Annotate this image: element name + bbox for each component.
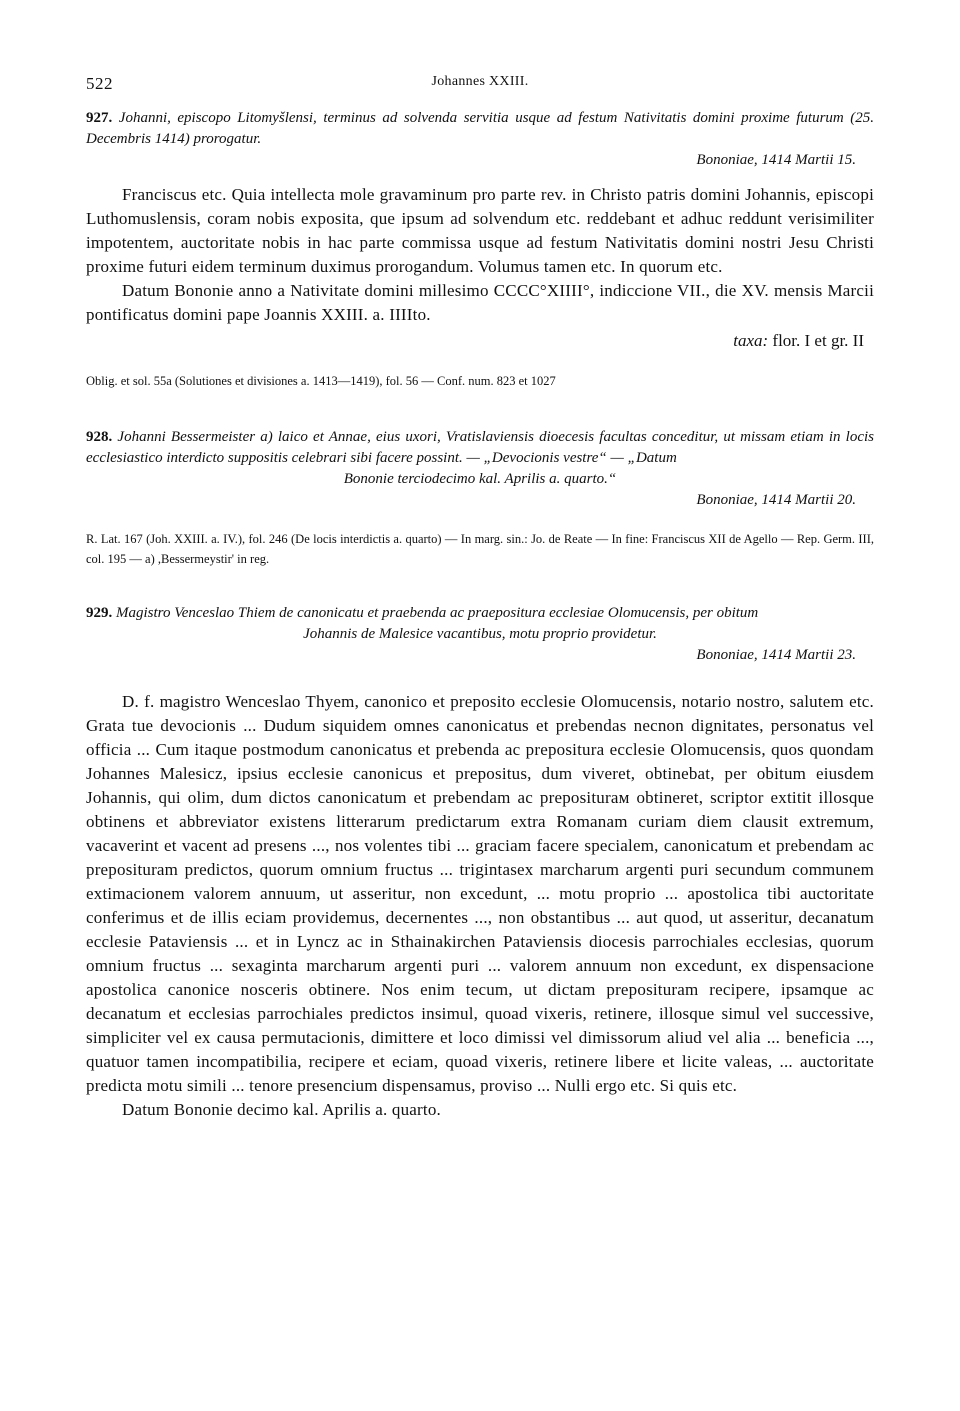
entry-date: Bononiae, 1414 Martii 23. [696,647,856,663]
source-note: Oblig. et sol. 55a (Solutiones et divisiones a. 1413—1419), fol. 56 — Conf. num. 823 et 1027 [86,374,556,388]
regest [86,108,874,150]
source-note: R. Lat. 167 (Joh. XXIII. a. IV.), fol. 246 (De locis interdictis a. quarto) — In marg. sin.: Jo. de Reate — In fine: Franciscus XII de Agello — Rep. Germ. III, col. 195 — a) ,Bessermeystir' in reg. [86,532,874,566]
taxa-value: flor. I et gr. II [772,331,864,350]
entry-text [86,690,874,1122]
entry-927 [86,108,874,391]
regest-text: Magistro Venceslao Thiem de canonicatu et praebenda ac praepositura ecclesiae Olomucensis, per obitum [116,605,759,621]
entry-number: 928. [86,429,113,445]
running-head: Johannes XXIII. [431,74,529,89]
entry-929 [86,603,874,1122]
paragraph: Datum Bononie decimo kal. Aprilis a. quarto. [122,1100,441,1119]
regest [86,603,874,645]
taxa-line [86,329,874,353]
entry-928 [86,427,874,569]
document-page [86,74,874,1122]
regest-text: Johanni, episcopo Litomyšlensi, terminus ad solvenda servitia usque ad festum Nativitatis domini proxime futurum (25. Decembris 1414) prorogatur. [86,110,874,147]
paragraph: Franciscus etc. Quia intellecta mole gravaminum pro parte rev. in Christo patris domini Johannis, episcopi Luthomuslensis, coram nobis exposita, que ipsum ad solvendum etc. reddebant et adhuc reddunt verisimiliter impotentem, auctoritate nobis in hac parte commissa usque ad festum Nativitatis domini nostri Jesu Christi proxime futuri eidem terminum duximus prorogandum. Volumus tamen etc. In quorum etc. [86,185,874,276]
entry-number: 927. [86,110,113,126]
page-number: 522 [86,74,113,93]
paragraph: Datum Bononie anno a Nativitate domini millesimo CCCC°XIIII°, indiccione VII., die XV. mensis Marcii pontificatus domini pape Joannis XXIII. a. IIIIto. [86,281,874,324]
regest-text-centered: Bononie terciodecimo kal. Aprilis a. quarto.“ [343,471,617,487]
taxa-label: taxa: [733,331,769,350]
entry-date: Bononiae, 1414 Martii 15. [696,152,856,168]
regest-text-centered: Johannis de Malesice vacantibus, motu proprio providetur. [303,626,657,642]
entry-text [86,183,874,327]
entry-date: Bononiae, 1414 Martii 20. [696,492,856,508]
entry-number: 929. [86,605,113,621]
regest [86,427,874,490]
page-header [86,74,874,100]
paragraph: D. f. magistro Wenceslao Thyem, canonico et preposito ecclesie Olomucensis, notario nostro, salutem etc. Grata tue devocionis ... Dudum siquidem omnes canonicatus et prebendas necnon dignitates, personatus vel officia ... Cum itaque postmodum canonicatus et prebenda ac prepositura ecclesie Olomucensis, quos quondam Johannes Malesicz, ipsius ecclesie canonicus et prepositus, dum viveret, obtinebat, per obitum eiusdem Johannis, qui olim, dum dictos canonicatum et prebendam ac prepositurам obtineret, scriptor extitit illosque obtinens et abbreviator existens litterarum predictarum extra Romanam curiam diem clausit extremum, vacaverint et vacent ad presens ..., nos volentes tibi ... graciam facere specialem, canonicatum et prebendam ac preposituram predictos, quorum omnium fructus ... trigintasex marcharum argenti puri secundum communem extimacionem valorem annuum, ut asseritur, non excedunt, ... motu proprio ... apostolica tibi auctoritate conferimus et de illis eciam providemus, decernentes ..., non obstantibus ... aut quod, ut asseritur, decanatum ecclesie Pataviensis ... et in Lyncz ac in Sthainakirchen Pataviensis diocesis parrochiales ecclesias, quorum omnium fructus ... sexaginta marcharum argenti puri ... valorem annuum non excedunt, ex dispensacione apostolica canonice nosceris obtinere. Nos enim tecum, ut dictam preposituram recipere, ipsamque ac decanatum et ecclesias parrochiales predictos insimul, quoad vixeris, retinere, illosque simul vel successive, simpliciter vel ex causa permutacionis, dimittere et loco dimissi vel dimissorum aliud vel alia ... beneficia ..., quatuor tamen incompatibilia, recipere et eciam, quoad vixeris, retinere libere et licite valeas, ... auctoritate predicta motu simili ... tenore presencium dispensamus, proviso ... Nulli ergo etc. Si quis etc. [86,692,874,1095]
regest-text: Johanni Bessermeister a) laico et Annae, eius uxori, Vratislaviensis dioecesis facultas conceditur, ut missam etiam in locis ecclesiastico interdicto suppositis celebrari sibi facere possint. — „Devocionis vestre“ — „Datum [86,429,874,466]
